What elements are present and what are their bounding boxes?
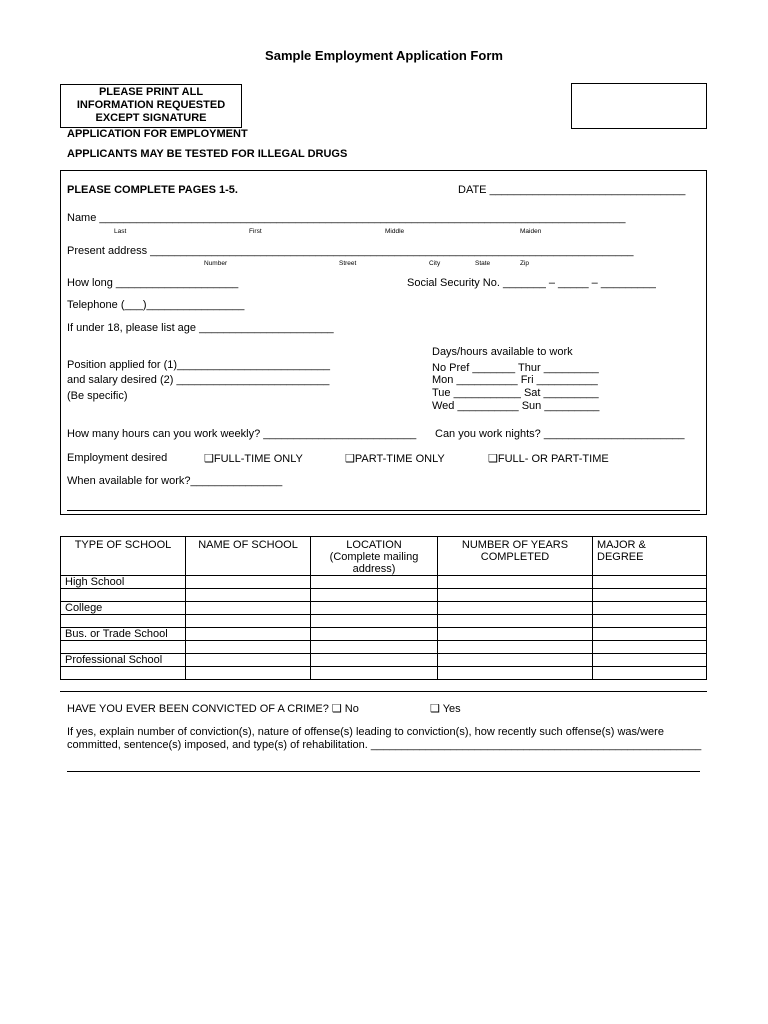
- position-field-2[interactable]: and salary desired (2) _________________________: [67, 374, 330, 386]
- instruction-line: EXCEPT SIGNATURE: [95, 112, 207, 124]
- section-divider: [60, 691, 707, 692]
- employment-desired-label: Employment desired: [67, 452, 168, 464]
- age-field[interactable]: If under 18, please list age ______________________: [67, 322, 334, 334]
- table-cell[interactable]: [311, 654, 438, 667]
- position-field-1[interactable]: Position applied for (1)_________________________: [67, 359, 331, 371]
- form-title: Sample Employment Application Form: [265, 48, 503, 63]
- table-cell[interactable]: [186, 576, 311, 589]
- school-type-cell: Professional School: [61, 654, 186, 667]
- ssn-field[interactable]: Social Security No. _______ – _____ – _________: [407, 277, 656, 289]
- table-cell[interactable]: [311, 641, 438, 654]
- table-cell[interactable]: [593, 654, 707, 667]
- school-type-cell: High School: [61, 576, 186, 589]
- name-field[interactable]: Name ______________________________________________________________________________________: [67, 212, 626, 224]
- drug-notice: APPLICANTS MAY BE TESTED FOR ILLEGAL DRUGS: [67, 148, 348, 160]
- table-cell[interactable]: [311, 602, 438, 615]
- name-sub-maiden: Maiden: [520, 228, 542, 235]
- table-cell[interactable]: [593, 667, 707, 680]
- blank-line[interactable]: [67, 771, 700, 772]
- school-type-cell: College: [61, 602, 186, 615]
- table-cell[interactable]: [438, 602, 593, 615]
- table-cell[interactable]: [438, 667, 593, 680]
- days-row[interactable]: No Pref _______ Thur _________: [432, 362, 599, 374]
- table-cell[interactable]: [438, 589, 593, 602]
- table-cell[interactable]: [311, 576, 438, 589]
- school-type-cell: [61, 641, 186, 654]
- full-time-checkbox[interactable]: ❑FULL-TIME ONLY: [204, 453, 303, 465]
- header-major-degree: MAJOR & DEGREE: [593, 537, 707, 576]
- name-sub-middle: Middle: [385, 228, 405, 235]
- header-location: LOCATION (Complete mailing address): [311, 537, 438, 576]
- instruction-box: [60, 84, 242, 128]
- address-sub-zip: Zip: [520, 260, 530, 267]
- table-cell[interactable]: [186, 654, 311, 667]
- days-available-title: Days/hours available to work: [432, 346, 573, 358]
- when-available-field[interactable]: When available for work?_______________: [67, 475, 283, 487]
- table-cell[interactable]: [593, 628, 707, 641]
- crime-explain-line1: If yes, explain number of conviction(s), nature of offense(s) leading to conviction(s), how recently such offense(s) was/were: [67, 726, 664, 738]
- blank-line[interactable]: [67, 510, 700, 511]
- address-sub-city: City: [429, 260, 441, 267]
- instruction-line: PLEASE PRINT ALL: [98, 86, 204, 98]
- table-cell[interactable]: [311, 628, 438, 641]
- date-field[interactable]: DATE ________________________________: [458, 184, 686, 196]
- nights-field[interactable]: Can you work nights? _______________________: [435, 428, 685, 440]
- table-cell[interactable]: [438, 576, 593, 589]
- how-long-field[interactable]: How long ____________________: [67, 277, 239, 289]
- address-sub-number: Number: [204, 260, 228, 267]
- table-cell[interactable]: [438, 615, 593, 628]
- table-cell[interactable]: [593, 602, 707, 615]
- table-cell[interactable]: [593, 615, 707, 628]
- table-cell[interactable]: [186, 641, 311, 654]
- school-type-cell: [61, 667, 186, 680]
- part-time-checkbox[interactable]: ❑PART-TIME ONLY: [345, 453, 445, 465]
- crime-question[interactable]: HAVE YOU EVER BEEN CONVICTED OF A CRIME? ❑ No: [67, 703, 359, 715]
- hours-weekly-field[interactable]: How many hours can you work weekly? _________________________: [67, 428, 417, 440]
- table-cell[interactable]: [311, 615, 438, 628]
- address-sub-state: State: [475, 260, 491, 267]
- header-type-of-school: TYPE OF SCHOOL: [61, 537, 186, 576]
- table-cell[interactable]: [593, 589, 707, 602]
- either-checkbox[interactable]: ❑FULL- OR PART-TIME: [488, 453, 609, 465]
- table-cell[interactable]: [593, 576, 707, 589]
- instruction-line: INFORMATION REQUESTED: [76, 99, 226, 111]
- table-cell[interactable]: [311, 589, 438, 602]
- table-cell[interactable]: [438, 628, 593, 641]
- table-cell[interactable]: [438, 654, 593, 667]
- table-cell[interactable]: [593, 641, 707, 654]
- table-cell[interactable]: [186, 602, 311, 615]
- table-cell[interactable]: [186, 589, 311, 602]
- table-cell[interactable]: [186, 615, 311, 628]
- table-cell[interactable]: [311, 667, 438, 680]
- days-row[interactable]: Mon __________ Fri __________: [432, 374, 598, 386]
- days-row[interactable]: Wed __________ Sun _________: [432, 400, 600, 412]
- crime-explain-line2[interactable]: committed, sentence(s) imposed, and type(s) of rehabilitation. ______________________________________________________: [67, 739, 702, 751]
- address-sub-street: Street: [339, 260, 357, 267]
- days-row[interactable]: Tue ___________ Sat _________: [432, 387, 599, 399]
- table-cell[interactable]: [186, 628, 311, 641]
- school-type-cell: [61, 589, 186, 602]
- header-years-completed: NUMBER OF YEARS COMPLETED: [438, 537, 593, 576]
- school-type-cell: [61, 615, 186, 628]
- table-cell[interactable]: [438, 641, 593, 654]
- complete-pages-note: PLEASE COMPLETE PAGES 1-5.: [67, 184, 238, 196]
- header-name-of-school: NAME OF SCHOOL: [186, 537, 311, 576]
- education-table: [60, 536, 707, 680]
- table-cell[interactable]: [186, 667, 311, 680]
- office-use-box: [571, 83, 707, 129]
- position-note: (Be specific): [67, 390, 128, 402]
- address-field[interactable]: Present address _______________________________________________________________________________: [67, 245, 634, 257]
- school-type-cell: Bus. or Trade School: [61, 628, 186, 641]
- name-sub-last: Last: [114, 228, 127, 235]
- telephone-field[interactable]: Telephone (___)________________: [67, 299, 245, 311]
- name-sub-first: First: [249, 228, 262, 235]
- crime-yes-checkbox[interactable]: ❑ Yes: [430, 703, 461, 715]
- application-heading: APPLICATION FOR EMPLOYMENT: [67, 128, 248, 140]
